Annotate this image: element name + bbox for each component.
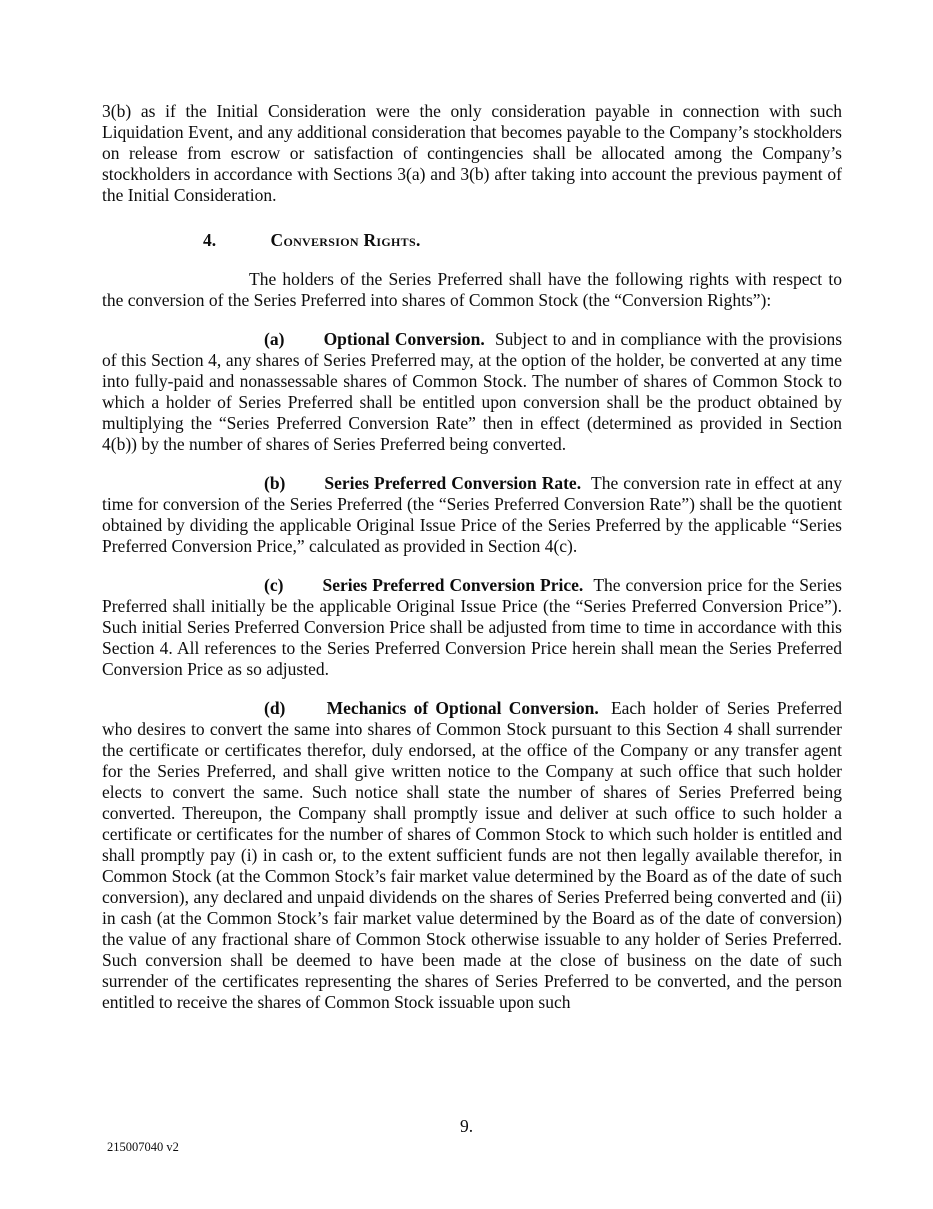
subsection-d-label: (d) bbox=[264, 698, 286, 718]
subsection-c bbox=[102, 575, 842, 680]
subsection-b-title: Series Preferred Conversion Rate. bbox=[324, 473, 582, 493]
subsection-b bbox=[102, 473, 842, 557]
subsection-d-title: Mechanics of Optional Conversion. bbox=[326, 698, 599, 718]
section-title: Conversion Rights. bbox=[270, 230, 421, 250]
document-body bbox=[102, 101, 842, 1013]
page-number: 9. bbox=[459, 1116, 474, 1136]
subsection-a-label: (a) bbox=[264, 329, 285, 349]
subsection-c-label: (c) bbox=[264, 575, 284, 595]
subsection-c-body: The conversion price for the Series Preferred shall initially be the applicable Original Issue Price (the “Series Preferred Conversion Price”). Such initial Series Preferred Conversion Price shall be adjusted from time to time in accordance with this Section 4. All references to the Series Preferred Conversion Price herein shall mean the Series Preferred Conversion Price as so adjusted. bbox=[102, 575, 842, 679]
subsection-d-body: Each holder of Series Preferred who desires to convert the same into shares of Common Stock pursuant to this Section 4 shall surrender the certificate or certificates therefor, duly endorsed, at the office of the Company or any transfer agent for the Series Preferred, and shall give written notice to the Company at such office that such holder elects to convert the same. Such notice shall state the number of shares of Series Preferred being converted. Thereupon, the Company shall promptly issue and deliver at such office to such holder a certificate or certificates for the number of shares of Common Stock to which such holder is entitled and shall promptly pay (i) in cash or, to the extent sufficient funds are not then legally available therefor, in Common Stock (at the Common Stock’s fair market value determined by the Board as of the date of such conversion), any declared and unpaid dividends on the shares of Series Preferred being converted and (ii) in cash (at the Common Stock’s fair market value determined by the Board as of the date of conversion) the value of any fractional share of Common Stock otherwise issuable to any holder of Series Preferred. Such conversion shall be deemed to have been made at the close of business on the date of such surrender of the certificates representing the shares of Series Preferred to be converted, and the person entitled to receive the shares of Common Stock issuable upon such bbox=[102, 698, 843, 1012]
subsection-c-title: Series Preferred Conversion Price. bbox=[322, 575, 584, 595]
section-number: 4. bbox=[203, 230, 217, 250]
subsection-b-body: The conversion rate in effect at any time for conversion of the Series Preferred (the “Series Preferred Conversion Rate”) shall be the quotient obtained by dividing the applicable Original Issue Price of the Series Preferred by the applicable “Series Preferred Conversion Price,” calculated as provided in Section 4(c). bbox=[102, 473, 843, 556]
continuation-paragraph: 3(b) as if the Initial Consideration were the only consideration payable in connection with such Liquidation Event, and any additional consideration that becomes payable to the Company’s stockholders on release from escrow or satisfaction of contingencies shall be allocated among the Company’s stockholders in accordance with Sections 3(a) and 3(b) after taking into account the previous payment of the Initial Consideration. bbox=[102, 101, 842, 205]
section-heading bbox=[203, 230, 842, 251]
subsection-a-body: Subject to and in compliance with the provisions of this Section 4, any shares of Series Preferred may, at the option of the holder, be converted at any time into fully-paid and nonassessable shares of Common Stock. The number of shares of Common Stock to which a holder of Series Preferred shall be entitled upon conversion shall be the product obtained by multiplying the “Series Preferred Conversion Rate” then in effect (determined as provided in Section 4(b)) by the number of shares of Series Preferred being converted. bbox=[102, 329, 843, 454]
subsection-b-label: (b) bbox=[264, 473, 286, 493]
subsection-a bbox=[102, 329, 842, 455]
document-id: 215007040 v2 bbox=[107, 1140, 179, 1154]
subsection-d bbox=[102, 698, 842, 1013]
intro-paragraph: The holders of the Series Preferred shall have the following rights with respect to the conversion of the Series Preferred into shares of Common Stock (the “Conversion Rights”): bbox=[102, 269, 842, 310]
subsection-a-title: Optional Conversion. bbox=[323, 329, 485, 349]
